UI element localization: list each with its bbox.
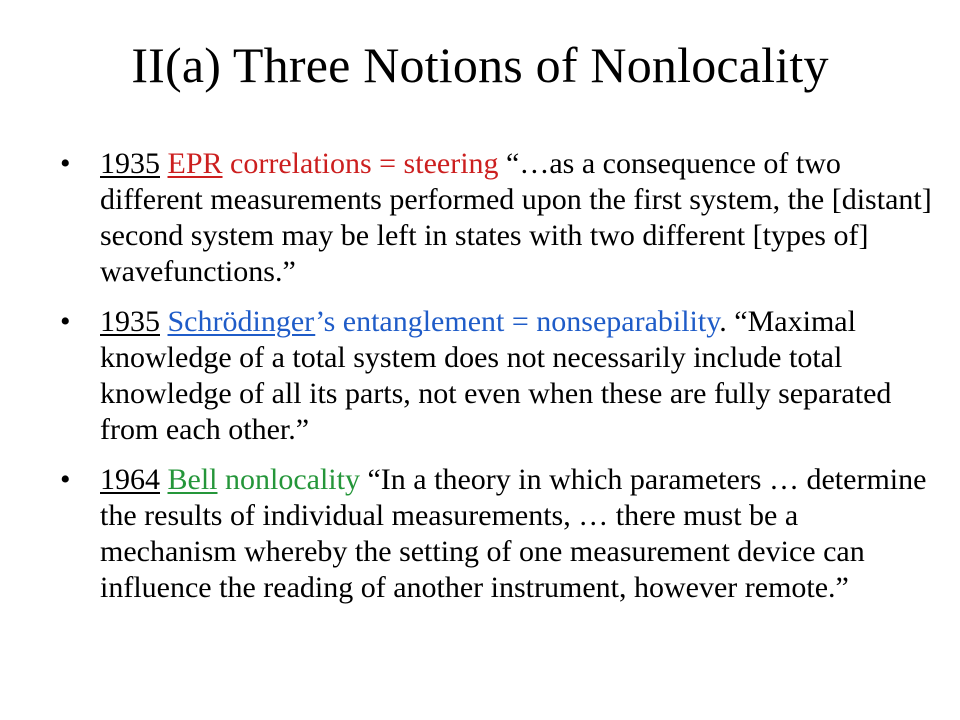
bullet-name-schrodinger: Schrödinger [167, 305, 316, 338]
bullet-glyph: • [60, 463, 71, 496]
bullet-bell [60, 462, 940, 606]
bullet-concept-bell: nonlocality [217, 463, 360, 496]
bullet-body-bell: “In a theory in which parameters … determine the results of individual measurements, … there must be a mechanism whereby the setting of one measurement device can influence the reading of another instrument, however remote.” [100, 463, 927, 604]
bullet-list [60, 146, 940, 620]
bullet-body-schrodinger: . “Maximal knowledge of a total system does not necessarily include total knowledge of all its parts, not even when these are fully separated from each other.” [100, 305, 892, 446]
bullet-concept-schrodinger: ’s entanglement = nonseparability [315, 305, 720, 338]
bullet-schrodinger [60, 304, 940, 448]
bullet-glyph: • [60, 147, 71, 180]
bullet-epr [60, 146, 940, 290]
bullet-year: 1964 [100, 463, 160, 496]
bullet-concept-epr: correlations = steering [222, 147, 499, 180]
bullet-body-epr: “…as a consequence of two different measurements performed upon the first system, the [distant] second system may be left in states with two different [types of] wavefunctions.” [100, 147, 932, 288]
bullet-year: 1935 [100, 305, 160, 338]
slide-title: II(a) Three Notions of Nonlocality [131, 37, 829, 93]
bullet-glyph: • [60, 305, 71, 338]
bullet-name-epr: EPR [167, 147, 223, 180]
bullet-year: 1935 [100, 147, 160, 180]
bullet-name-bell: Bell [167, 463, 218, 496]
